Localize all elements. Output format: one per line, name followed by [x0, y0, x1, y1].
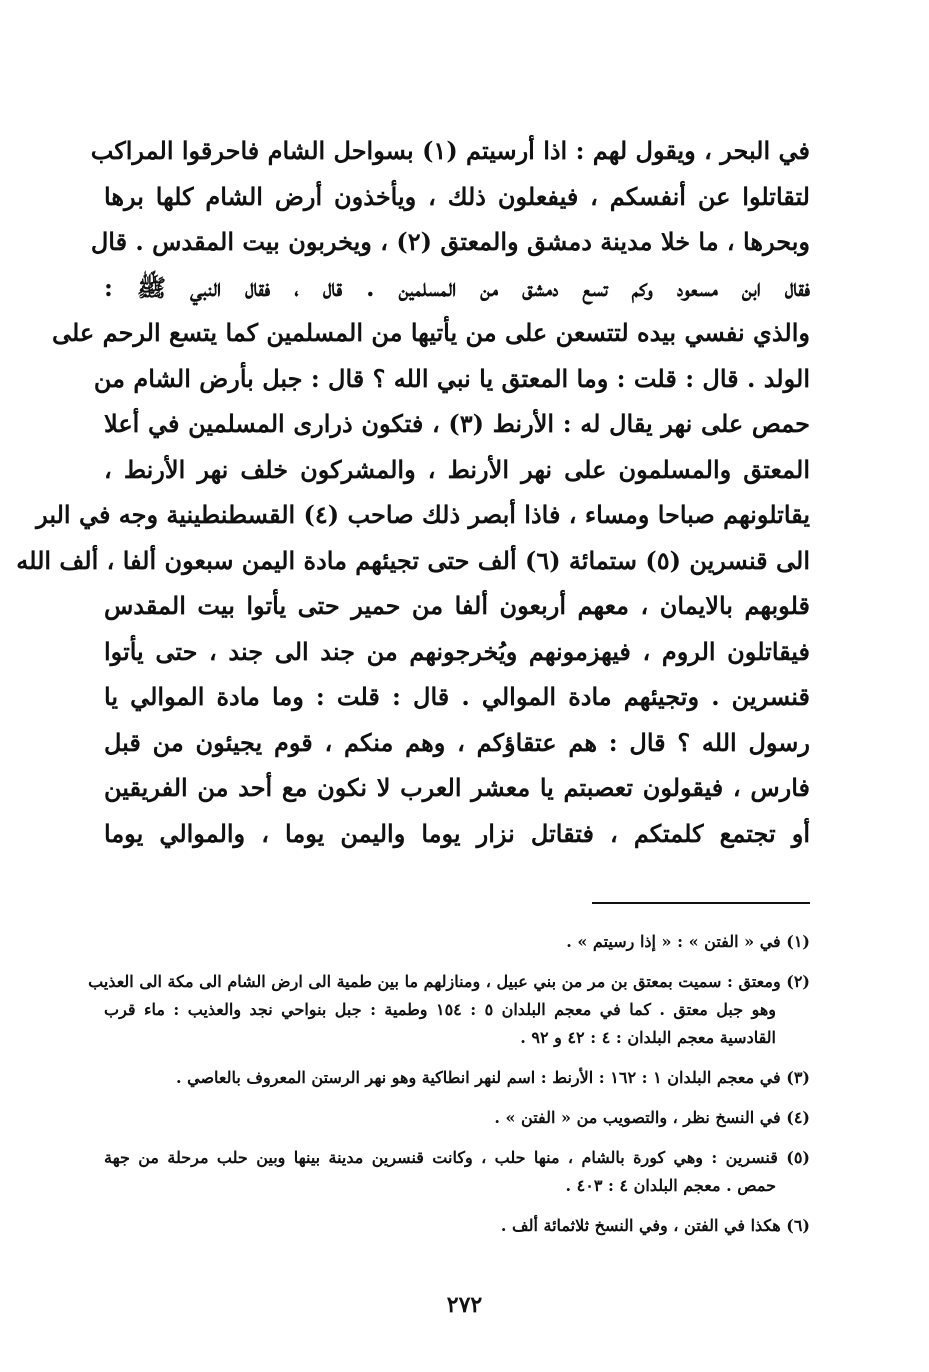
footnote-line: حمص . معجم البلدان ٤ : ٤٠٣ . — [565, 1176, 776, 1195]
footnote-3 — [104, 1064, 810, 1092]
footnote-line: (٦) هكذا في الفتن ، وفي النسخ ثلاثمائة ألف . — [500, 1216, 810, 1235]
footnote-separator — [592, 902, 810, 904]
text-line: فارس ، فيقولون تعصبتم يا معشر العرب لا نكون مع أحد من الفريقين — [104, 773, 810, 802]
footnote-line: (٢) ومعتق : سميت بمعتق بن مر من بني عبيل ، ومنازلهم ما بين طمية الى ارض الشام الى مكة الى العذيب — [88, 972, 810, 991]
text-line: في البحر ، ويقول لهم : اذا أرسيتم (١) بسواحل الشام فاحرقوا المراكب — [90, 136, 810, 165]
footnote-line: (٤) في النسخ نظر ، والتصويب من « الفتن » . — [494, 1108, 810, 1127]
footnote-6 — [104, 1212, 810, 1240]
text-line: قلوبهم بالايمان ، معهم أربعون ألفا من حمير حتى يأتوا بيت المقدس — [104, 591, 810, 620]
text-line: أو تجتمع كلمتكم ، فتقاتل نزار يوما واليمن يوما ، والموالي يوما — [104, 818, 810, 848]
footnote-2 — [88, 968, 810, 1052]
text-line: لتقاتلوا عن أنفسكم ، فيفعلون ذلك ، ويأخذون أرض الشام كلها برها — [104, 181, 810, 211]
text-line: حمص على نهر يقال له : الأرنط (٣) ، فتكون ذرارى المسلمين في أعلا — [104, 409, 810, 438]
footnote-4 — [104, 1104, 810, 1132]
text-line: فيقاتلون الروم ، فيهزمونهم ويُخرجونهم من جند الى جند ، حتى يأتوا — [104, 636, 810, 666]
footnote-line: (٥) قنسرين : وهي كورة بالشام ، منها حلب ، وكانت قنسرين مدينة بينها وبين حلب مرحلة من جهة — [104, 1148, 810, 1167]
text-line: الى قنسرين (٥) ستمائة (٦) ألف حتى تجيئهم مادة اليمن سبعون ألفا ، ألف الله — [16, 545, 810, 575]
text-line: المعتق والمسلمون على نهر الأرنط ، والمشركون خلف نهر الأرنط ، — [104, 454, 810, 484]
text-line: الولد . قال : قلت : وما المعتق يا نبي الله ؟ قال : جبل بأرض الشام من — [93, 363, 810, 393]
footnotes — [88, 928, 810, 1252]
footnote-line: وهو جبل معتق . كما في معجم البلدان ٥ : ١٥٤ وطمية : جبل بنواحي نجد والعذيب : ماء قرب — [104, 1000, 777, 1019]
footnote-1 — [104, 928, 810, 956]
page-number: ٢٧٢ — [446, 1292, 483, 1318]
footnote-5 — [104, 1144, 810, 1200]
footnote-line: (٣) في معجم البلدان ١ : ١٦٢ : الأرنط : اسم لنهر انطاكية وهو نهر الرستن المعروف بالعاصي . — [175, 1068, 810, 1087]
text-line: وبحرها ، ما خلا مدينة دمشق والمعتق (٢) ، ويخربون بيت المقدس . قال — [90, 227, 810, 256]
text-line: قنسرين . وتجيئهم مادة الموالي . قال : قلت : وما مادة الموالي يا — [104, 682, 810, 711]
text-line: رسول الله ؟ قال : هم عتقاؤكم ، وهم منكم ، قوم يجيئون من قبل — [104, 727, 810, 757]
text-line: يقاتلونهم صباحا ومساء ، فاذا أبصر ذلك صاحب (٤) القسطنطينية وجه في البر — [36, 500, 810, 529]
text-line: فقال ابن مسعود وكم تسع دمشق من المسلمين . قال ، فقال النبي ﷺ : — [104, 272, 810, 302]
footnote-line: (١) في « الفتن » : « إذا رسيتم » . — [566, 932, 810, 951]
footnote-line: القادسية معجم البلدان : ٤ : ٤٢ و ٩٢ . — [520, 1028, 776, 1047]
text-line: والذي نفسي بيده لتتسعن على من يأتيها من المسلمين كما يتسع الرحم على — [51, 318, 810, 347]
main-text — [16, 128, 810, 856]
